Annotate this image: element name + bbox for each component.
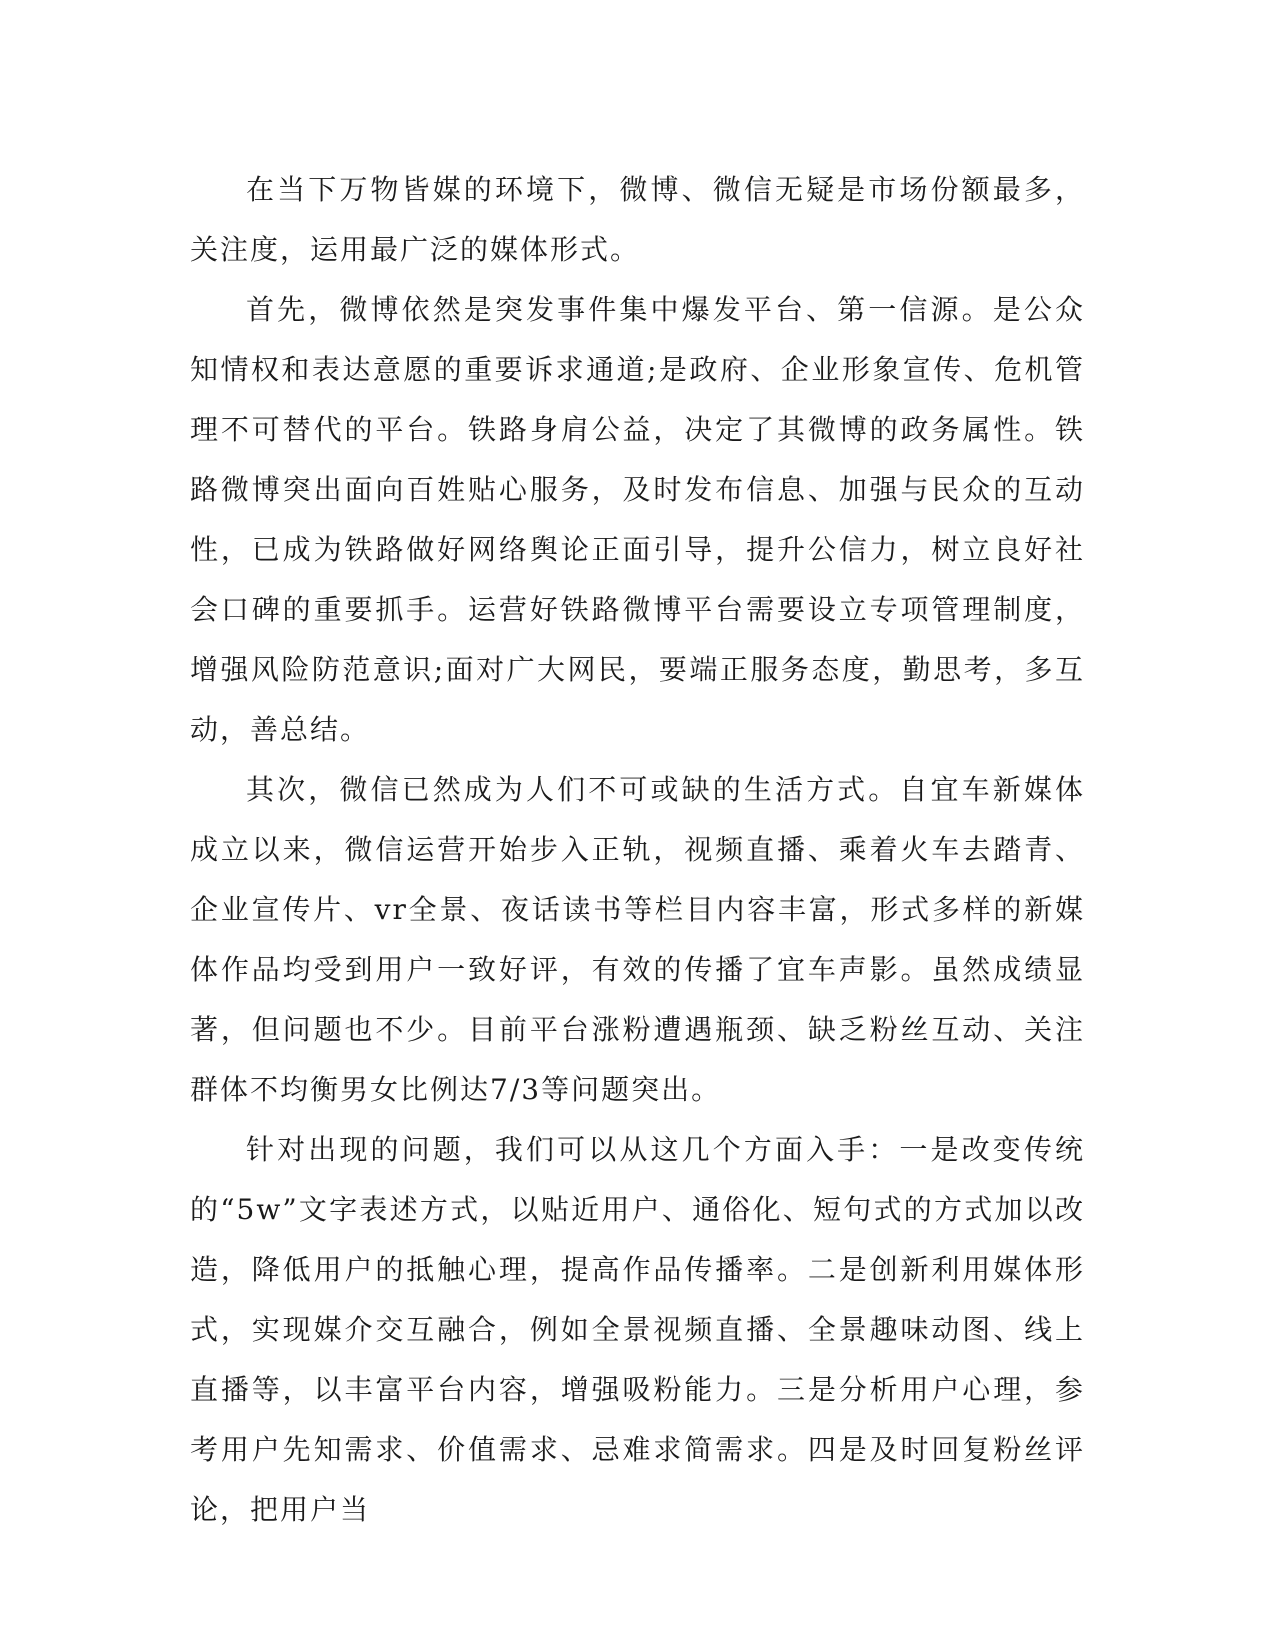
paragraph-solutions: 针对出现的问题，我们可以从这几个方面入手：一是改变传统的“5w”文字表述方式，以贴近用户、通俗化、短句式的方式加以改造，降低用户的抵触心理，提高作品传播率。二是创新利用媒体形式，实现媒介交互融合，例如全景视频直播、全景趣味动图、线上直播等，以丰富平台内容，增强吸粉能力。三是分析用户心理，参考用户先知需求、价值需求、忌难求简需求。四是及时回复粉丝评论，把用户当 xyxy=(190,1133,1085,1526)
paragraph-weibo: 首先，微博依然是突发事件集中爆发平台、第一信源。是公众知情权和表达意愿的重要诉求通道;是政府、企业形象宣传、危机管理不可替代的平台。铁路身肩公益，决定了其微博的政务属性。铁路微博突出面向百姓贴心服务，及时发布信息、加强与民众的互动性，已成为铁路做好网络舆论正面引导，提升公信力，树立良好社会口碑的重要抓手。运营好铁路微博平台需要设立专项管理制度，增强风险防范意识;面对广大网民，要端正服务态度，勤思考，多互动，善总结。 xyxy=(190,293,1085,746)
paragraph-wechat: 其次，微信已然成为人们不可或缺的生活方式。自宜车新媒体成立以来，微信运营开始步入正轨，视频直播、乘着火车去踏青、企业宣传片、vr全景、夜话读书等栏目内容丰富，形式多样的新媒体作品均受到用户一致好评，有效的传播了宜车声影。虽然成绩显著，但问题也不少。目前平台涨粉遭遇瓶颈、缺乏粉丝互动、关注群体不均衡男女比例达7/3等问题突出。 xyxy=(190,773,1085,1106)
document-body xyxy=(190,160,1085,1540)
paragraph-intro: 在当下万物皆媒的环境下，微博、微信无疑是市场份额最多，关注度，运用最广泛的媒体形式。 xyxy=(190,173,1085,266)
